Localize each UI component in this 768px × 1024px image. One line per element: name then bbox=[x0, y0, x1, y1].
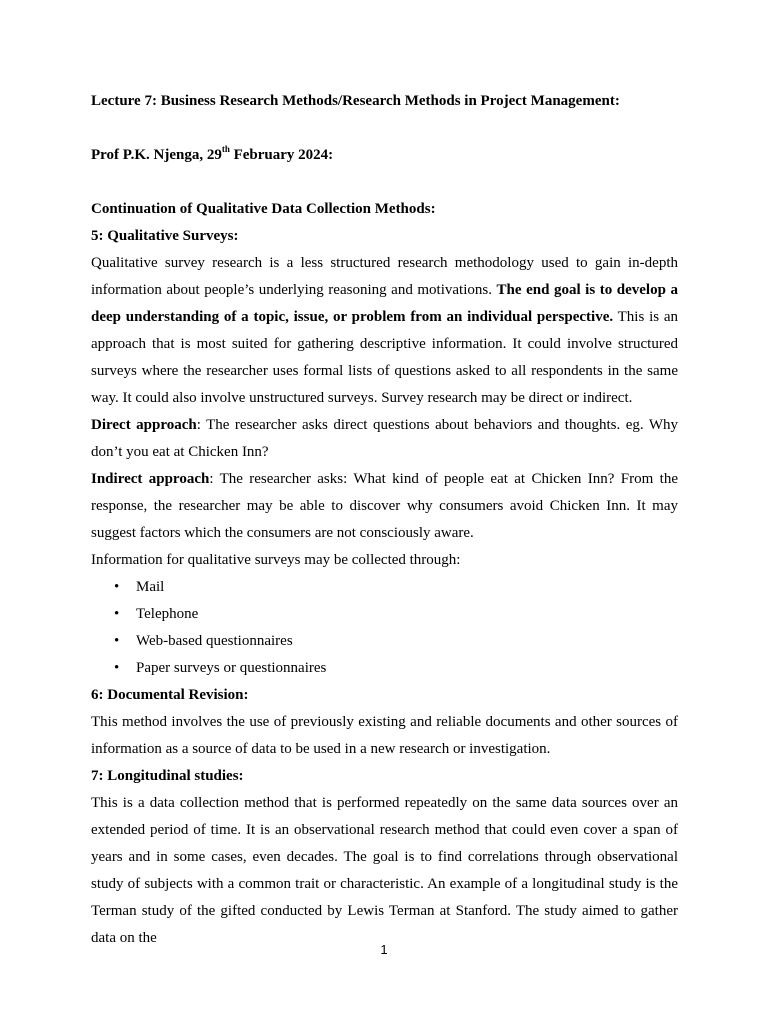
document-body bbox=[91, 88, 678, 952]
collection-intro-text: Information for qualitative surveys may be collected through: bbox=[91, 552, 461, 568]
indirect-approach-label: Indirect approach bbox=[91, 471, 210, 487]
bullet-icon: • bbox=[114, 606, 120, 622]
lecture-title: Lecture 7: Business Research Methods/Research Methods in Project Management: bbox=[91, 93, 620, 109]
list-item bbox=[91, 601, 678, 628]
collection-methods-list bbox=[91, 574, 678, 682]
indirect-approach-text: : The researcher asks: What kind of people eat at Chicken Inn? From the response, the researcher may be able to discover why consumers avoid Chicken Inn. It may suggest factors which the consumers are not consciously aware. bbox=[91, 471, 678, 541]
section-5-intro-bold: The end goal is to develop a deep understanding of a topic, issue, or problem from an individual perspective. bbox=[91, 282, 678, 325]
date-ordinal-suffix: th bbox=[221, 144, 230, 154]
indirect-approach-paragraph bbox=[91, 466, 678, 547]
section-7-heading: 7: Longitudinal studies: bbox=[91, 768, 244, 784]
section-6-heading: 6: Documental Revision: bbox=[91, 687, 249, 703]
author-name-date: Prof P.K. Njenga, 29 bbox=[91, 147, 222, 163]
section-6-paragraph: This method involves the use of previously existing and reliable documents and other sources of information as a source of data to be used in a new research or investigation. bbox=[91, 714, 678, 757]
direct-approach-paragraph bbox=[91, 412, 678, 466]
continuation-heading: Continuation of Qualitative Data Collection Methods: bbox=[91, 201, 436, 217]
bullet-icon: • bbox=[114, 660, 120, 676]
list-item bbox=[91, 574, 678, 601]
list-item-text: Telephone bbox=[136, 606, 199, 622]
section-5-heading: 5: Qualitative Surveys: bbox=[91, 228, 239, 244]
section-5-intro-end: This is an approach that is most suited for gathering descriptive information. It could involve structured surveys where the researcher uses formal lists of questions asked to all respondents in the same way. It could also involve unstructured surveys. Survey research may be direct or indirect. bbox=[91, 309, 678, 406]
author-date-month-year: February 2024: bbox=[229, 147, 334, 163]
direct-approach-text: : The researcher asks direct questions about behaviors and thoughts. eg. Why don’t you eat at Chicken Inn? bbox=[91, 417, 678, 460]
author-date-line bbox=[91, 142, 678, 169]
bullet-icon: • bbox=[114, 579, 120, 595]
list-item bbox=[91, 655, 678, 682]
section-5-intro-start: Qualitative survey research is a less structured research methodology used to gain in-depth information about people’s underlying reasoning and motivations. bbox=[91, 255, 678, 298]
page-number: 1 bbox=[380, 942, 388, 957]
list-item-text: Web-based questionnaires bbox=[136, 633, 293, 649]
bullet-icon: • bbox=[114, 633, 120, 649]
list-item-text: Paper surveys or questionnaires bbox=[136, 660, 327, 676]
section-5-intro-paragraph bbox=[91, 250, 678, 412]
list-item bbox=[91, 628, 678, 655]
list-item-text: Mail bbox=[136, 579, 165, 595]
section-7-paragraph: This is a data collection method that is performed repeatedly on the same data sources over an extended period of time. It is an observational research method that could even cover a span of years and in some cases, even decades. The goal is to find correlations through observational study of subjects with a common trait or characteristic. An example of a longitudinal study is the Terman study of the gifted conducted by Lewis Terman at Stanford. The study aimed to gather data on the bbox=[91, 795, 678, 946]
direct-approach-label: Direct approach bbox=[91, 417, 197, 433]
